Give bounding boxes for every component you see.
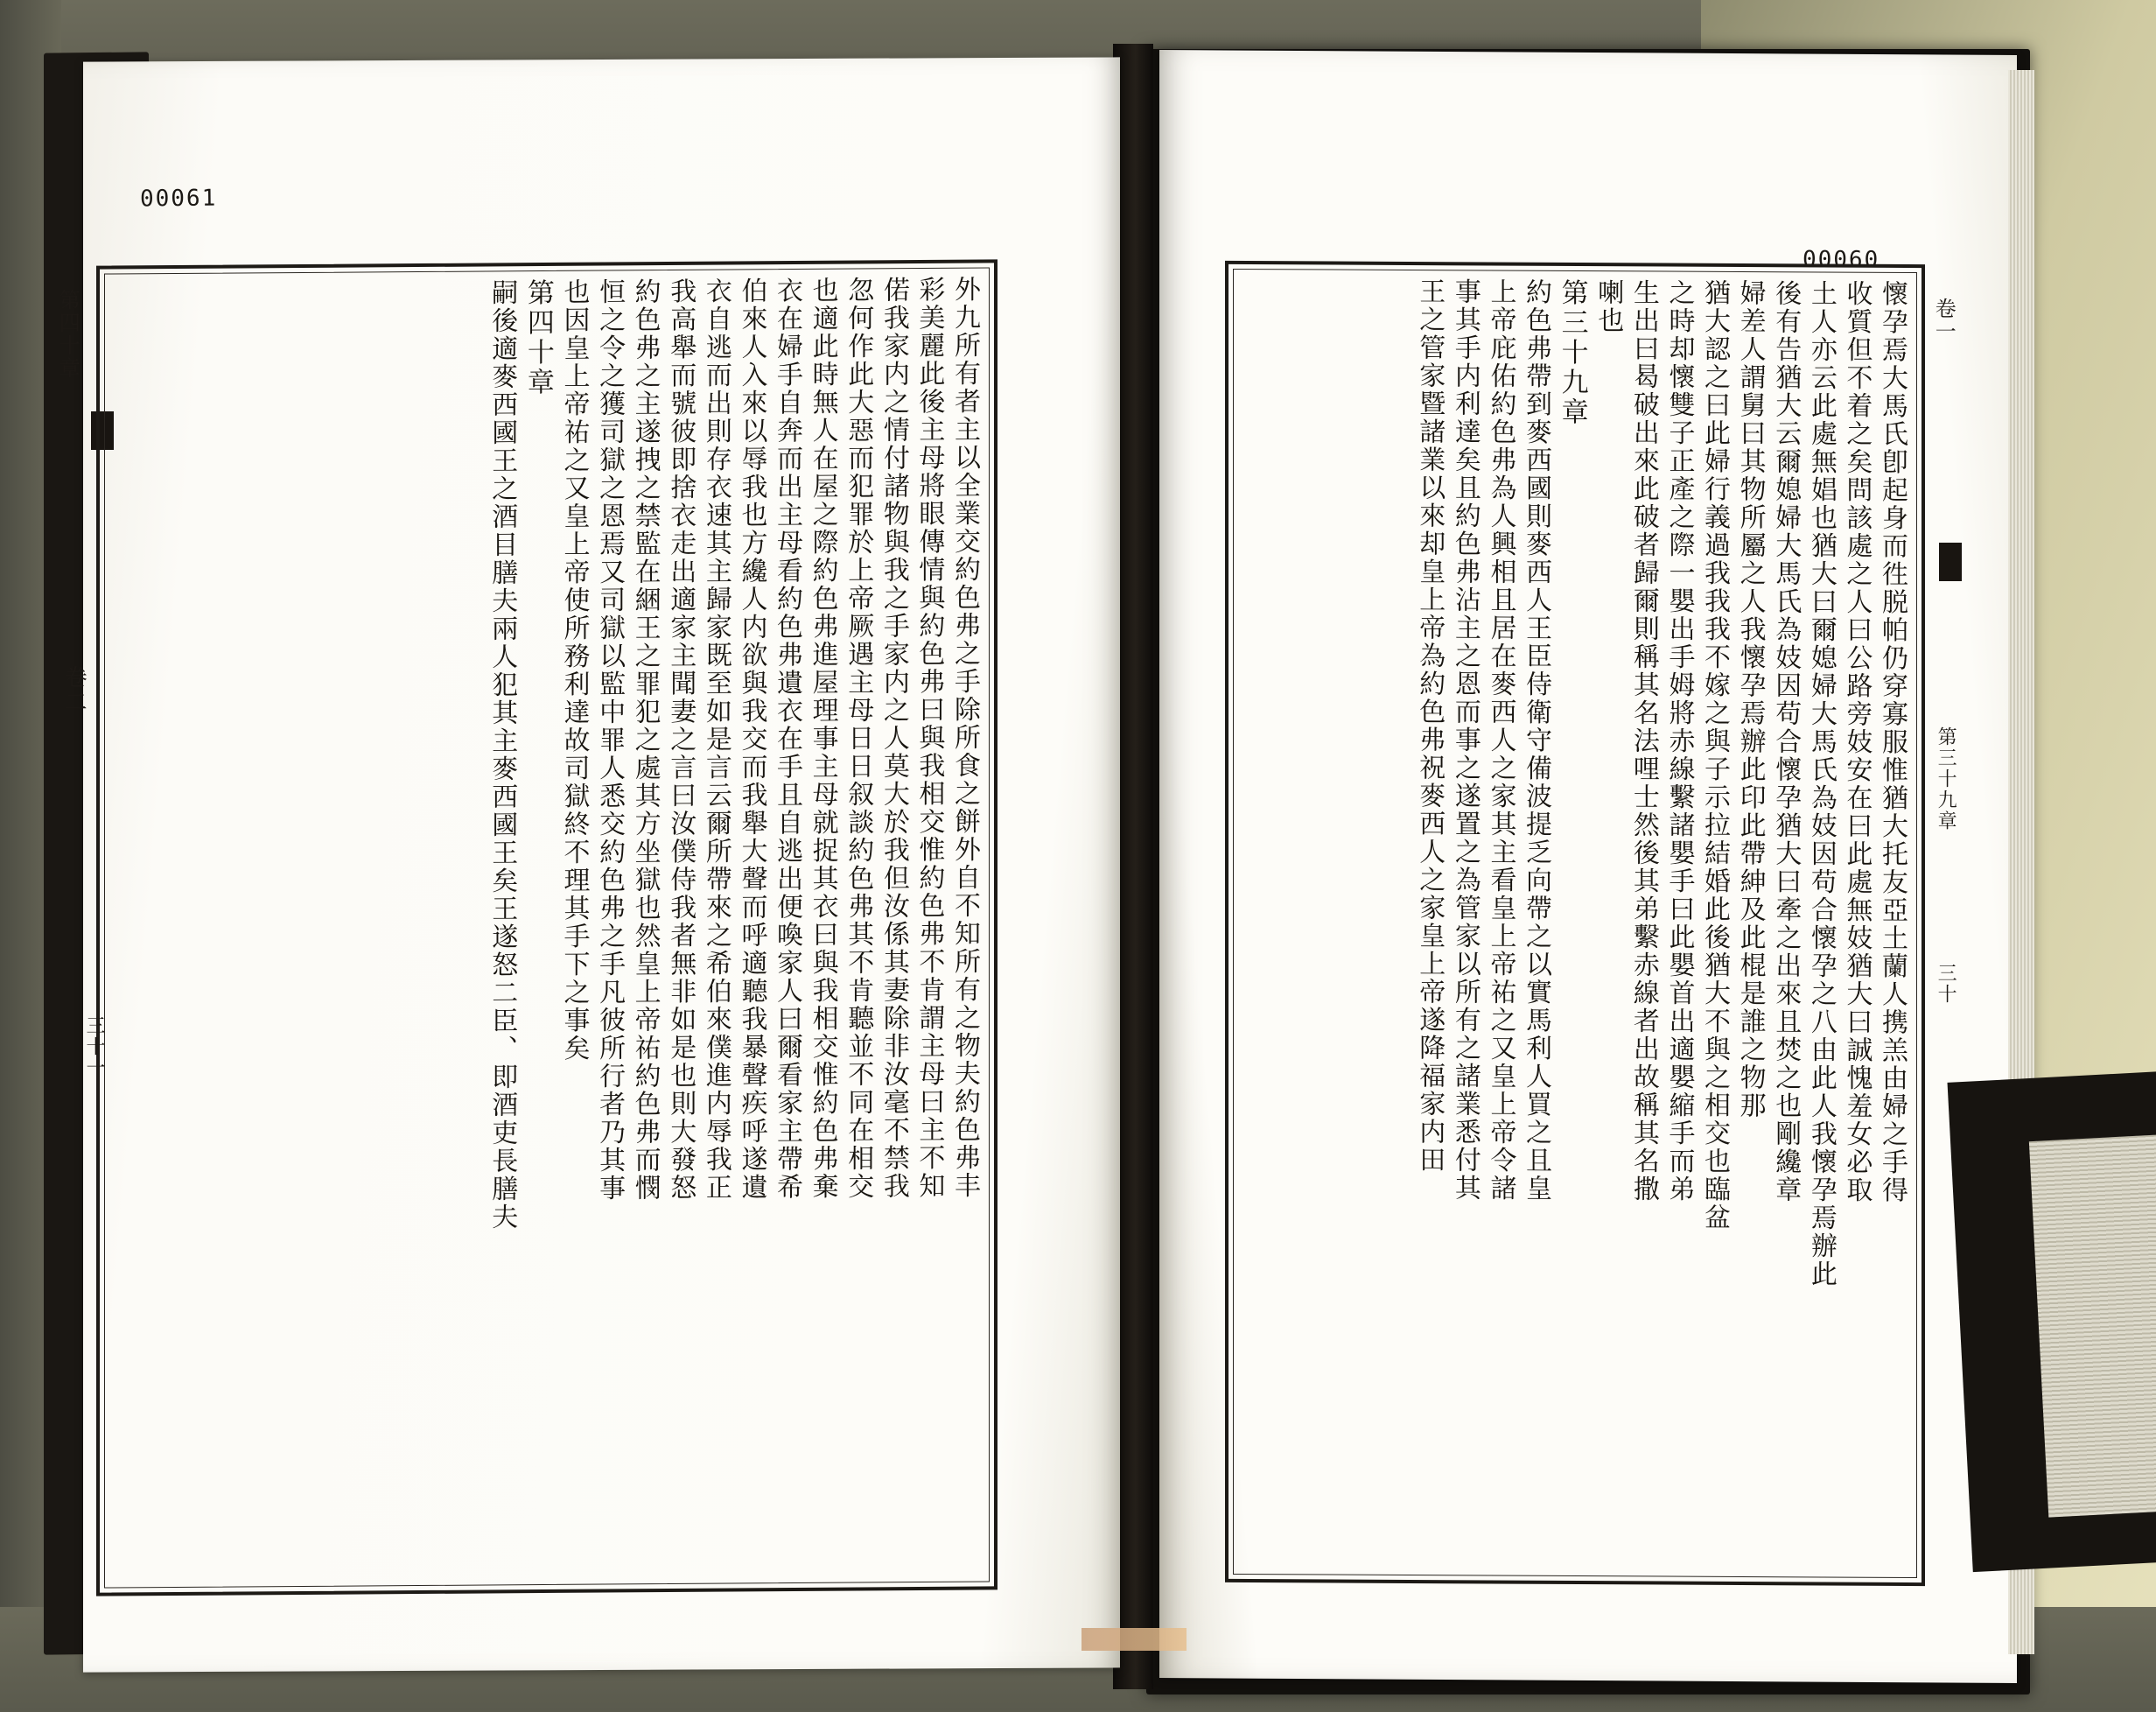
text-column-end: 喇也	[1592, 278, 1624, 335]
text-column: 也因皇上帝祐之又皇上帝使所務利達故司獄終不理其手下之事矣	[558, 277, 590, 1063]
text-column: 也適此時無人在屋之際約色弗進屋理事主母就捉其衣曰與我相交惟約色弗棄	[807, 276, 838, 1201]
text-column: 婦差人謂舅曰其物所屬之人我懷孕焉辦此印此帶紳及此棍是誰之物那	[1734, 278, 1766, 1120]
text-column: 懷孕焉大馬氏卽起身而徃脱帕仍穿寡服惟猶大托友亞土蘭人携羔由婦之手得	[1877, 279, 1908, 1204]
text-column: 之時却懷雙子正產之際一嬰出手姆將赤線繫諸嬰手曰此嬰首出適嬰縮手而弟	[1663, 278, 1695, 1203]
text-column: 事其手内利達矣且約色弗沾主之恩而事之遂置之為管家以所有之諸業悉付其	[1449, 277, 1480, 1203]
left-text-frame	[96, 259, 998, 1596]
fishtail-mark-right	[1939, 543, 1962, 581]
left-text-columns	[112, 276, 982, 1581]
left-folio-mark: 三十一	[83, 1015, 105, 1078]
page-number-stamp-right: 00060	[1802, 246, 1880, 274]
right-folio-mark: 三十	[1935, 963, 1957, 1005]
text-column: 彩美麗此後主母將眼傳情與約色弗曰與我相交惟約色弗不肯謂主母曰主不知	[914, 275, 945, 1201]
chapter-heading-40: 第四十章	[522, 277, 554, 398]
adjacent-book-pages	[2029, 1134, 2156, 1517]
right-margin-mark-chapter39: 第三十九章	[1935, 726, 1957, 831]
text-column: 約色弗之主遂拽之禁監在綑王之罪犯之處其方坐獄也然皇上帝祐約色弗而憫	[629, 277, 661, 1203]
text-column: 伯來人入來以辱我也方纔人内欲與我交而我舉大聲而呼適聽我暴聲疾呼遂遺	[736, 277, 767, 1202]
text-column: 忽何作此大惡而犯罪於上帝厥遇主母日日叙談約色弗其不肯聽並不同在相交	[843, 276, 874, 1201]
text-column: 約色弗帶到麥西國則麥西人王臣侍衛守備波提乏向帶之以實馬利人買之且皇	[1521, 277, 1552, 1203]
text-column: 恒之令之獲司獄之恩焉又司獄以監中罪人悉交約色弗之手凡彼所行者乃其事	[594, 277, 626, 1203]
text-column: 收質但不着之矣問該處之人曰公路旁妓安在曰此處無妓猶大曰誠愧羞女必取	[1841, 279, 1872, 1204]
page-number-stamp-left: 00061	[139, 185, 218, 213]
text-column: 衣在婦手自奔而出主母看約色弗遺衣在手且自逃出便喚家人曰爾看家主帶希	[772, 276, 803, 1202]
text-column: 後有告猶大云爾媳婦大馬氏為妓因苟合懷孕猶大曰牽之出來且焚之也剛纔章	[1770, 279, 1802, 1204]
page-edge-highlight	[1082, 1628, 1186, 1651]
left-margin-mark-chapter: 第四十章	[55, 289, 80, 380]
chapter-heading-39: 第三十九章	[1556, 277, 1588, 428]
text-column: 我高舉而號彼即捨衣走出適家主聞妻之言曰汝僕侍我者無非如是也則大發怒	[665, 277, 696, 1203]
text-column: 猶大認之曰此婦行義過我我我不嫁之與子示拉結婚此後猶大不與之相交也臨盆	[1699, 278, 1731, 1231]
text-column: 上帝庇佑約色弗為人興相且居在麥西人之家其主看皇上帝祐之又皇上帝令諸	[1485, 277, 1516, 1203]
text-column: 王之管家暨諸業以來却皇上帝為約色弗祝麥西人之家皇上帝遂降福家内田	[1414, 277, 1446, 1175]
text-column: 偌我家内之情付諸物與我之手家内之人莫大於我但汝係其妻除非汝毫不禁我	[878, 276, 909, 1201]
text-column: 嗣後適麥西國王之酒目膳夫兩人犯其主麥西國王矣王遂怒二臣、即酒吏長膳夫	[486, 278, 518, 1231]
text-column: 生出曰曷破出來此破者歸爾則稱其名法哩士然後其弟繫赤線者出故稱其名撒	[1628, 278, 1659, 1203]
right-text-frame	[1225, 261, 1925, 1586]
text-column: 衣自逃而出則存衣速其主歸家既至如是言云爾所帶來之希伯來僕進内辱我正	[700, 277, 732, 1202]
left-margin-mark-volume: 卷二	[60, 665, 88, 714]
right-margin-mark-volume: 卷一	[1931, 298, 1956, 343]
text-column: 土人亦云此處無娼也猶大曰爾媳婦大馬氏為妓因苟合懷孕之八由此人我懷孕焉辦此	[1805, 279, 1837, 1288]
right-text-columns	[1241, 277, 1909, 1570]
text-column: 外九所有者主以全業交約色弗之手除所食之餅外自不知所有之物夫約色弗丰	[949, 275, 980, 1200]
